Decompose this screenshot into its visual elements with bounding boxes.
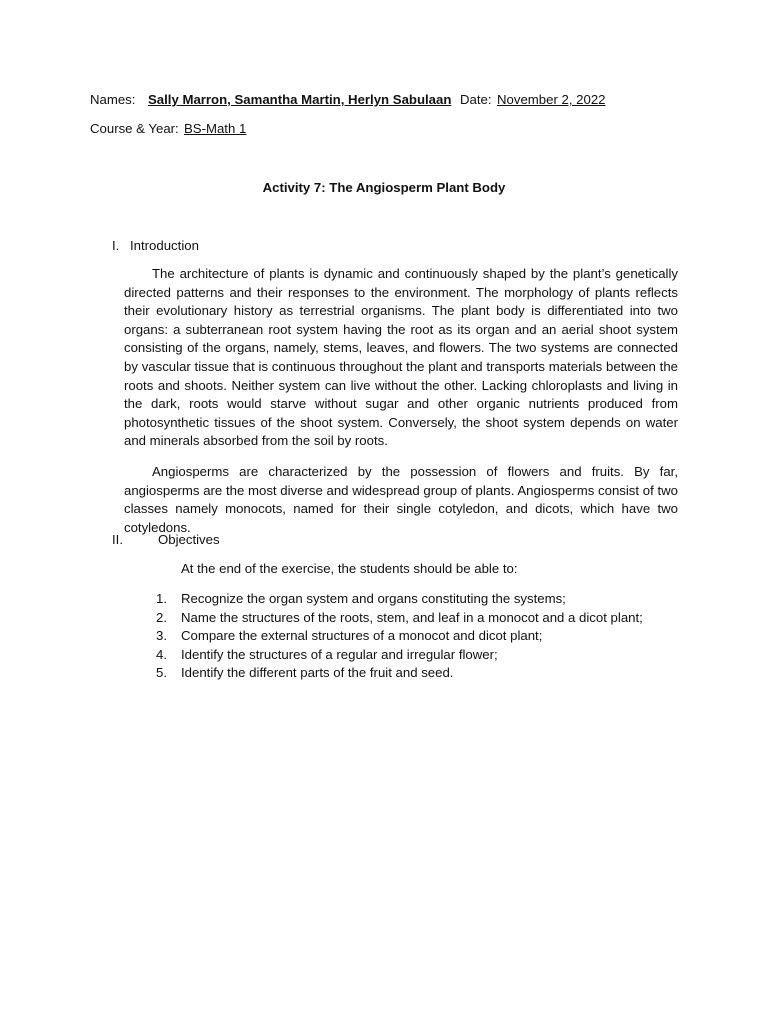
date-value: November 2, 2022 xyxy=(497,92,606,107)
page-title: Activity 7: The Angiosperm Plant Body xyxy=(262,180,506,195)
list-item-text: Identify the different parts of the fruit and seed. xyxy=(181,665,454,681)
list-item-number: 2. xyxy=(156,609,167,625)
list-item-number: 4. xyxy=(156,646,167,662)
names-label: Names: xyxy=(90,92,136,107)
list-item xyxy=(156,664,643,683)
section-heading-introduction: Introduction xyxy=(130,238,199,253)
list-item-number: 3. xyxy=(156,628,167,644)
section-number-objectives: II. xyxy=(112,532,123,547)
list-item xyxy=(156,590,643,609)
objectives-lead: At the end of the exercise, the students should be able to: xyxy=(181,561,518,576)
section-heading-objectives: Objectives xyxy=(158,532,220,547)
list-item xyxy=(156,609,643,628)
list-item-number: 1. xyxy=(156,591,167,606)
list-item-text: Compare the external structures of a monocot and dicot plant; xyxy=(181,628,543,644)
objectives-list xyxy=(156,590,643,683)
list-item xyxy=(156,646,643,665)
list-item-text: Name the structures of the roots, stem, and leaf in a monocot and a dicot plant; xyxy=(181,609,643,625)
list-item xyxy=(156,627,643,646)
course-value: BS-Math 1 xyxy=(184,121,247,136)
names-value: Sally Marron, Samantha Martin, Herlyn Sabulaan xyxy=(148,92,452,107)
introduction-paragraph-2: Angiosperms are characterized by the possession of flowers and fruits. By far, angiosperms are the most diverse and widespread group of plants. Angiosperms consist of two classes namely monocots, named for their single cotyledon, and dicots, which have two cotyledons. xyxy=(124,464,678,535)
list-item-text: Identify the structures of a regular and irregular flower; xyxy=(181,646,498,662)
date-label: Date: xyxy=(460,92,492,107)
list-item-text: Recognize the organ system and organs constituting the systems; xyxy=(181,591,566,606)
course-label: Course & Year: xyxy=(90,121,179,136)
list-item-number: 5. xyxy=(156,665,167,681)
introduction-paragraph-1: The architecture of plants is dynamic and continuously shaped by the plant’s genetically directed patterns and their responses to the environment. The morphology of plants reflects their evolutionary history as terrestrial organisms. The plant body is differentiated into two organs: a subterranean root system having the root as its organ and an aerial shoot system consisting of the organs, namely, stems, leaves, and flowers. The two systems are connected by vascular tissue that is continuous throughout the plant and transports materials between the roots and shoots. Neither system can live without the other. Lacking chloroplasts and living in the dark, roots would starve without sugar and other organic nutrients produced from photosynthetic tissues of the shoot system. Conversely, the shoot system depends on water and minerals absorbed from the soil by roots. xyxy=(124,266,678,449)
section-number-introduction: I. xyxy=(112,238,120,253)
